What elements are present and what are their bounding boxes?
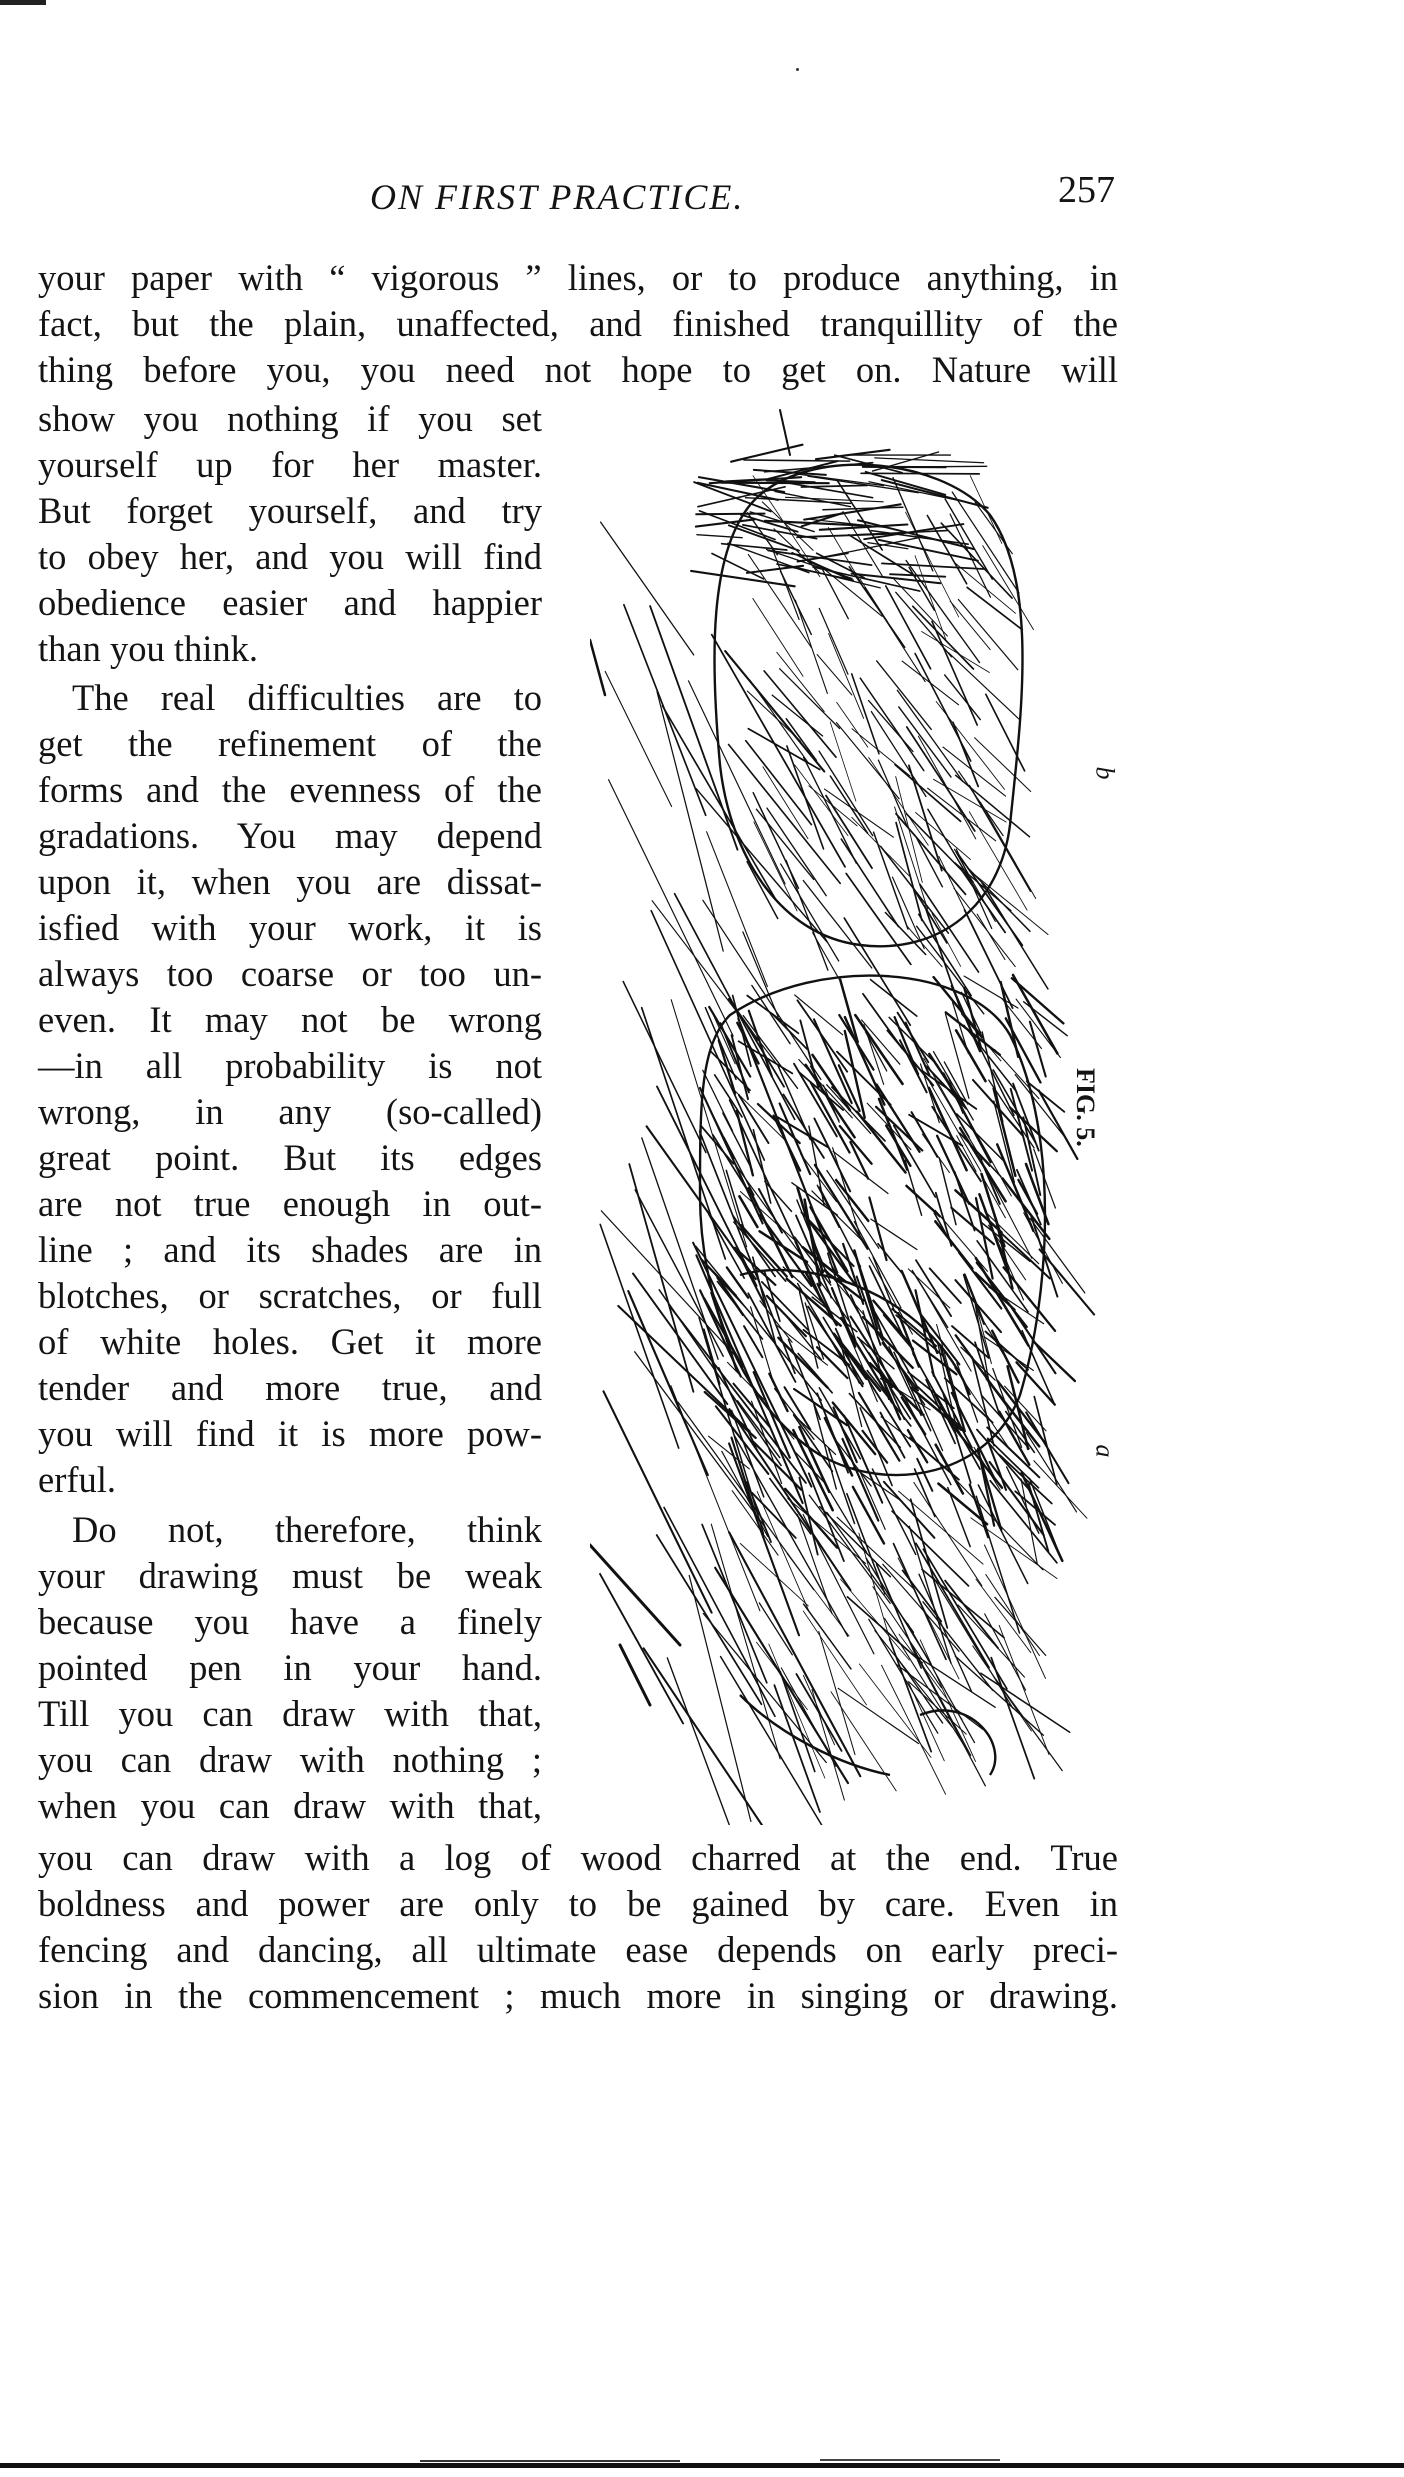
text-line: when you can draw with that,	[38, 1785, 542, 1826]
text-line: But forget yourself, and try	[38, 490, 542, 531]
text-line: even. It may not be wrong	[38, 999, 542, 1040]
scan-bottom-edge	[0, 2457, 1404, 2477]
text-line: Till you can draw with that,	[38, 1693, 542, 1734]
text-line: your paper with “ vigorous ” lines, or to produce anything, in	[38, 257, 1118, 298]
text-line: your drawing must be weak	[38, 1555, 542, 1596]
running-title: ON FIRST PRACTICE.	[370, 177, 745, 217]
text-line: tender and more true, and	[38, 1367, 542, 1408]
text-line: you can draw with nothing ;	[38, 1739, 542, 1780]
text-line: fact, but the plain, unaffected, and finished tranquillity of the	[38, 303, 1118, 344]
text-line: isfied with your work, it is	[38, 907, 542, 948]
text-line: you can draw with a log of wood charred at the end. True	[38, 1837, 1118, 1878]
text-line: line ; and its shades are in	[38, 1229, 542, 1270]
text-line: wrong, in any (so-called)	[38, 1091, 542, 1132]
text-line: of white holes. Get it more	[38, 1321, 542, 1362]
text-line: forms and the evenness of the	[38, 769, 542, 810]
text-line: great point. But its edges	[38, 1137, 542, 1178]
text-line: because you have a finely	[38, 1601, 542, 1642]
scan-edge-mark	[0, 0, 46, 5]
figure-letter-a: a	[1090, 1444, 1120, 1458]
pen-sketch-figure	[590, 395, 1110, 1825]
text-line: get the refinement of the	[38, 723, 542, 764]
text-line: you will find it is more pow-	[38, 1413, 542, 1454]
text-line: boldness and power are only to be gained by care. Even in	[38, 1883, 1118, 1924]
text-line: than you think.	[38, 628, 258, 669]
text-line: gradations. You may depend	[38, 815, 542, 856]
text-line: erful.	[38, 1459, 117, 1500]
text-line: The real difficulties are to	[72, 677, 542, 718]
text-line: thing before you, you need not hope to get on. Nature will	[38, 349, 1118, 390]
text-line: yourself up for her master.	[38, 444, 542, 485]
text-line: always too coarse or too un-	[38, 953, 542, 994]
text-line: show you nothing if you set	[38, 398, 542, 439]
text-line: are not true enough in out-	[38, 1183, 542, 1224]
page-number: 257	[1058, 169, 1115, 211]
text-line: blotches, or scratches, or full	[38, 1275, 542, 1316]
text-line: sion in the commencement ; much more in singing or drawing.	[38, 1975, 1118, 2016]
text-line: pointed pen in your hand.	[38, 1647, 542, 1688]
text-line: fencing and dancing, all ultimate ease depends on early preci-	[38, 1929, 1118, 1970]
text-line: to obey her, and you will find	[38, 536, 542, 577]
figure-letter-b: b	[1090, 766, 1120, 780]
text-line: —in all probability is not	[38, 1045, 542, 1086]
figure-label: FIG. 5.	[1071, 1068, 1100, 1147]
text-line: upon it, when you are dissat-	[38, 861, 542, 902]
text-line: obedience easier and happier	[38, 582, 542, 623]
text-line: Do not, therefore, think	[72, 1509, 542, 1550]
scan-dust-speck	[796, 68, 799, 71]
